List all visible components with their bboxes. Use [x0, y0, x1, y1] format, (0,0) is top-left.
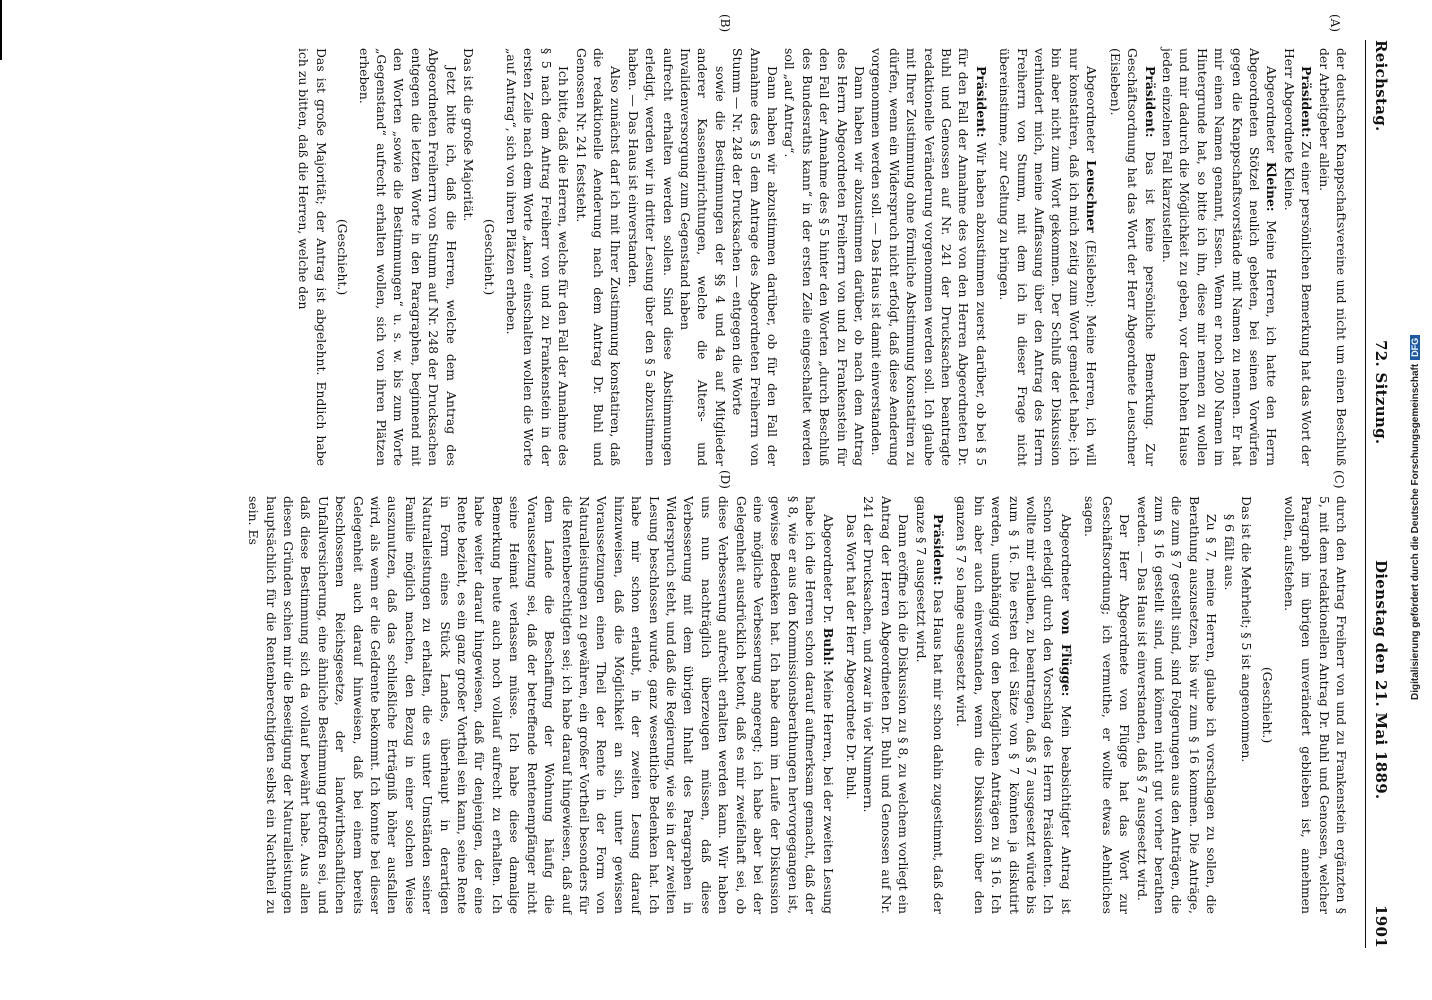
paragraph: [1238, 496, 1255, 914]
paragraph-text: Das ist keine persönliche Bemerkung. Zur Geschäftsordnung hat das Wort der Herr Abgeordnete Leuschner (Eisleben).: [1107, 48, 1158, 466]
paragraph-text: Das ist die große Majorität.: [461, 48, 477, 222]
paragraph: [624, 48, 676, 466]
paragraph-text: durch den Antrag Freiherr von und zu Frankenstein ergänzten § 5, mit dem redaktionellen Antrag Dr. Buhl und Genossen, welcher Paragraph im übrigen unverändert geblieben ist, annehmen wollen, aufstehen.: [1281, 496, 1349, 914]
running-head: [1368, 40, 1390, 948]
paragraph: [295, 48, 330, 466]
paragraph: [572, 48, 624, 466]
paragraph: [245, 496, 837, 914]
speaker-name: Präsident:: [931, 514, 947, 586]
paragraph: [1159, 48, 1281, 466]
paragraph-text: § 6 fällt aus.: [1221, 514, 1237, 591]
paragraph: [843, 496, 860, 914]
running-head-left: Reichstag.: [1372, 40, 1390, 132]
paragraph: [1133, 496, 1220, 914]
speaker-prefix: Abgeordneter: [1058, 514, 1074, 611]
paragraph-text: Das ist die Mehrheit; § 5 ist angenommen.: [1238, 496, 1254, 763]
digitization-footer: [1410, 335, 1421, 700]
paragraph-text: Dann haben wir abzustimmen darüber, ob nach dem Antrag des Herrn Abgeordneten Freiherrn von und zu Frankenstein für den Fall der Annahme des § 5 hinter den Worten „durch Beschluß des Bundesraths kann“ in der ersten Zeile eingeschaltet werden soll „auf Antrag“.: [782, 48, 868, 466]
margin-mark-b: (B): [718, 14, 732, 33]
running-head-session: 72. Sitzung.: [1372, 340, 1390, 445]
paragraph-text: Also zunächst darf ich mit Ihrer Zustimmung konstatiren, daß die redaktionelle Aenderung nach dem Antrag Dr. Buhl und Genossen Nr. 241 feststeht.: [573, 48, 624, 466]
stage-direction: (Geschieht.): [482, 218, 498, 296]
paragraph: [460, 48, 477, 466]
paragraph: [781, 48, 868, 466]
paragraph-text: Das Haus hat mir schon dahin zugestimmt, daß der ganze § 7 ausgesetzt wird.: [913, 496, 947, 914]
paragraph-text: aufrecht erhalten werden sollen. Sind diese Abstimmungen erledigt, werden wir in dritter Lesung über den § 5 abzustimmen haben. — Das Haus ist einverstanden.: [625, 48, 676, 466]
paragraph: [1106, 48, 1158, 466]
speaker-name: Buhl:: [820, 627, 836, 666]
stage-direction: (Geschieht.): [1260, 666, 1276, 744]
paragraph: [1280, 496, 1350, 914]
paragraph: [1280, 48, 1315, 466]
left-column: [295, 48, 1350, 466]
paragraph: [860, 496, 912, 914]
paragraph: [1315, 48, 1350, 466]
running-head-date: Dienstag den 21. Mai 1889.: [1372, 560, 1390, 800]
speaker-prefix: Abgeordneter: [1084, 66, 1100, 161]
speaker-name: Präsident:: [1142, 66, 1158, 138]
paragraph: [1081, 496, 1133, 914]
speaker-name: von Flügge:: [1058, 610, 1074, 697]
header-rule: [1365, 40, 1366, 948]
paragraph-text: Meine Herren, bei der zweiten Lesung habe ich die Herren schon darauf aufmerksam gemacht, daß der § 8, wie er aus den Kommissionsberathungen hervorgegangen ist, gewisse Bedenken hat. Ich habe dann im Laufe der Diskussion eine mögliche Verbesserung angeregt; ich habe aber bei der Gelegenheit ausdrücklich betont, daß es mir zweifelhaft sei, ob diese Verbesserung aufrecht erhalten werden kann. Wir haben uns nun nachträglich überzeugen müssen, daß diese Verbesserung mit dem übrigen Inhalt des Paragraphen in Widerspruch steht, und daß die Regierung, wie sie in der zweiten Lesung beschlossen wurde, ganz wesentliche Bedenken hat. Ich habe mir schon erlaubt, in der zweiten Lesung darauf hinzuweisen, daß die Möglichkeit an sich, unter gewissen Voraussetzungen einen Theil der Rente in der Form von Naturalleistungen zu gewähren, ein großer Vortheil besonders für die Rentenberechtigten sei; ich habe darauf hingewiesen, daß auf dem Lande die Beschaffung der Wohnung häufig die Voraussetzung sei, daß der betreffende Rentenempfänger nicht seine Heimat verlassen müsse. Ich habe diese damalige Bemerkung heute auch noch vollauf aufrecht zu erhalten. Ich habe weiter darauf hingewiesen, daß für denjenigen, der eine Rente bezieht, es ein ganz großer Vortheil sein kann, seine Rente in Form eines Stück Landes, überhaupt in derartigen Naturalleistungen zu erhalten, die es unter Umständen seiner Familie möglich machen, den Bezug in einer solchen Weise auszunutzen, daß das schließliche Erträgniß höher ausfallen wird, als wenn er die Geldrente bekommt. Ich konnte bei dieser Gelegenheit auch darauf hinweisen, daß bei einem bereits beschlossenen Reichsgesetze, der landwirthschaftlichen Unfallversicherung, eine ähnliche Bestimmung getroffen sei, und daß diese Bestimmung sich da vollauf bewährt habe. Aus allen diesen Gründen schien mir die Beseitigung der Naturalleistungen hauptsächlich für die Rentenberechtigten selbst ein Nachtheil zu sein. Es: [246, 496, 836, 914]
paragraph-text: Meine Herren, ich hatte den Herrn Abgeordneten Stötzel neulich gebeten, bei seinen Vorwürfen gegen die Knappschaftsvorstände mit Namen zu nennen. Er hat mir einen Namen genannt, Essen. Wenn er noch 200 Namen im Hintergrunde hat, so bitte ich ihn, diese mir nennen zu wollen und mir dadurch die Möglichkeit zu geben, vor dem hohen Hause jeden einzelnen Fall klarzustellen.: [1159, 48, 1280, 466]
paragraph-text: Dann eröffne ich die Diskussion zu § 8, zu welchem vorliegt ein Antrag der Herren Abgeordneten Dr. Buhl und Genossen auf Nr. 241 der Drucksachen, und zwar in vier Nummern.: [861, 496, 912, 914]
margin-mark-c: (C): [1332, 470, 1346, 489]
paragraph-text: Der Herr Abgeordnete von Flügge hat das Wort zur Geschäftsordnung; ich vermuthe, er wollte etwas Aehnliches sagen.: [1082, 496, 1133, 914]
paragraph-text: Zu § 7, meine Herren, glaube ich vorschlagen zu sollen, die Berathung auszusetzen, bis wir zum § 16 kommen. Die Anträge, die zum § 7 gestellt sind, sind Folgerungen aus den Anträgen, die zum § 16 gestellt sind, und können nicht gut vorher berathen werden. — Das Haus ist einverstanden, daß § 7 ausgesetzt wird.: [1134, 496, 1220, 914]
paragraph-text: sowie die Bestimmungen der §§ 4 und 4a auf Mitglieder anderer Kasseneinrichtungen, welche die Alters- und Invalidenversorgung zum Gegenstand haben: [677, 48, 728, 466]
paragraph-gap: [837, 496, 843, 914]
paragraph: [1220, 496, 1237, 914]
paragraph: [868, 48, 990, 466]
paragraph: [912, 496, 947, 914]
paragraph-text: der deutschen Knappschaftsvereine und nicht um einen Beschluß der Arbeitgeber allein.: [1316, 48, 1349, 466]
paragraph-text: Das Wort hat der Herr Abgeordnete Dr. Buhl.: [844, 514, 860, 800]
speaker-name: Präsident:: [973, 66, 989, 138]
paragraph: [503, 48, 573, 466]
paragraph: [355, 48, 459, 466]
scan-edge: [0, 0, 2, 60]
margin-mark-d: (D): [718, 470, 732, 489]
paragraph-text: Dann haben wir abzustimmen darüber, ob für den Fall der Annahme des § 5 dem Antrage des Abgeordneten Freiherrn von Stumm — Nr. 248 der Drucksachen — entgegen die Worte: [730, 48, 780, 466]
stage-direction: (Geschieht.): [335, 218, 351, 296]
margin-mark-a: (A): [1328, 14, 1342, 33]
page-number: 1901: [1372, 905, 1390, 948]
paragraph: [729, 48, 781, 466]
speaker-prefix: Abgeordneter: [1264, 66, 1280, 162]
paragraph-text: (Eisleben): Meine Herren, ich will nur konstatiren, daß ich mich zeitig zum Wort gemeldet habe; ich bin aber nicht zum Wort gekommen. Der Schluß der Diskussion verhindert mich, meine Auffassung über den Antrag des Herrn Freiherrn von Stumm, mit dem ich in dieser Frage nicht übereinstimme, zur Geltung zu bringen.: [997, 48, 1100, 466]
speaker-name: Präsident:: [1299, 66, 1315, 138]
paragraph: [953, 496, 1075, 914]
paragraph-text: Zu einer persönlichen Bemerkung hat das Wort der Herr Abgeordnete Kleine.: [1281, 48, 1315, 466]
paragraph: [677, 48, 729, 466]
dfg-logo: DFG: [1410, 335, 1420, 360]
paragraph-text: Wir haben abzustimmen zuerst darüber, ob bei § 5 für den Fall der Annahme des von den Herren Abgeordneten Dr. Buhl und Genossen auf Nr. 241 der Drucksachen beantragte redaktionelle Veränderung vorgenommen werden soll. Ich glaube mit Ihrer Zustimmung ohne förmliche Abstimmung konstatiren zu dürfen, wenn ein Widerspruch nicht erfolgt, daß diese Aenderung vorgenommen werden soll. — Das Haus ist damit einverstanden.: [869, 48, 989, 466]
paragraph-text: Mein beabsichtigter Antrag ist schon erledigt durch den Vorschlag des Herrn Präsidenten. Ich wollte mir erlauben, zu beantragen, daß § 7 ausgesetzt würde bis zum § 16. Die ersten drei Sätze von § 7 könnten ja diskutirt werden, unabhängig von den bezüglichen Anträgen zu § 16. Ich bin aber auch einverstanden, wenn die Diskussion über den ganzen § 7 so lange ausgesetzt wird.: [954, 496, 1074, 914]
digitization-note: Digitalisierung gefördert durch die Deutsche Forschungsgemeinschaft: [1410, 363, 1421, 700]
paragraph-text: Das ist große Majorität; der Antrag ist abgelehnt. Endlich habe ich zu bitten, daß die Herren, welche den: [296, 48, 329, 466]
speaker-name: Leuschner: [1084, 160, 1100, 233]
paragraph: [996, 48, 1100, 466]
speaker-prefix: Abgeordneter Dr.: [820, 514, 836, 628]
speaker-name: Kleine:: [1264, 161, 1280, 212]
paragraph-text: Ich bitte, daß die Herren, welche für den Fall der Annahme des § 5 nach dem Antrag Freiherr von und zu Frankenstein in der ersten Zeile nach dem Worte „kann“ einschalten wollen die Worte „auf Antrag“, sich von ihren Plätzen erheben.: [503, 48, 572, 466]
paragraph-text: Jetzt bitte ich, daß die Herren, welche dem Antrag des Abgeordneten Freiherrn von Stumm auf Nr. 248 der Drucksachen entgegen die letzten Worte in den Paragraphen, beginnend mit den Worten „sowie die Bestimmungen“ u. s. w. bis zum Worte „Gegenstand“ aufrecht erhalten wollen, sich von ihren Plätzen erheben.: [356, 48, 459, 466]
paragraph-gap: [1075, 496, 1081, 914]
right-column: [245, 496, 1350, 914]
